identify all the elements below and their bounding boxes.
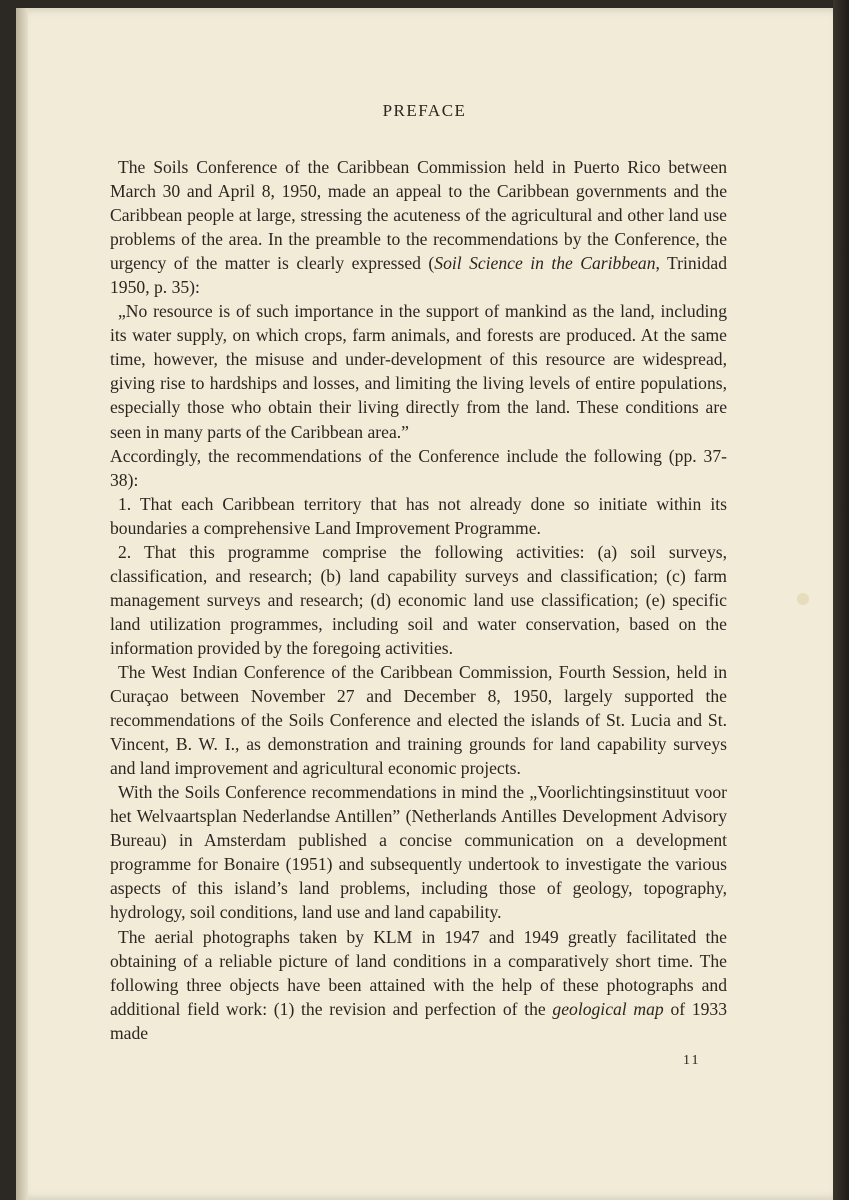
aerial-text-a: The aerial photographs taken by KLM in 1947 and 1949 greatly facilitated the obtaining of a reliable picture of land conditions in a comparatively short time. The following three objects have been attained with the help of these photographs and additional field work: (1) the revision and perfection of the <box>110 926 727 1019</box>
paper-spot <box>797 593 809 605</box>
paragraph-accordingly: Accordingly, the recommendations of the Conference include the following (pp. 37-38): <box>110 445 727 490</box>
recommendation-item-2: 2. That this programme comprise the following activities: (a) soil surveys, classification, and research; (b) land capability surveys and classification; (c) farm management surveys and research; (d) economic land use classification; (e) specific land utilization programmes, including soil and water conservation, based on the information provided by the foregoing activities. <box>110 541 727 658</box>
cited-title: Soil Science in the Caribbean <box>434 253 656 274</box>
scan-right-edge <box>833 0 849 1200</box>
recommendation-item-1: 1. That each Caribbean territory that has not already done so initiate within its boundaries a comprehensive Land Improvement Programme. <box>110 493 727 538</box>
page-number: 11 <box>683 1053 701 1068</box>
book-page <box>16 8 833 1200</box>
paragraph-intro <box>110 155 727 299</box>
intro-text-b: , Trinidad 1950, p. 35): <box>110 253 727 298</box>
paragraph-west-indian-conference: The West Indian Conference of the Caribbean Commission, Fourth Session, held in Curaçao between November 27 and December 8, 1950, largely supported the recommendations of the Soils Conference and elected the islands of St. Lucia and St. Vincent, B. W. I., as demonstration and training grounds for land capability surveys and land improvement and agricultural economic projects. <box>110 661 727 779</box>
paragraph-aerial-photographs <box>110 925 727 1045</box>
preface-body <box>110 155 727 1045</box>
page-gutter <box>16 8 28 1200</box>
aerial-text-b: of 1933 made <box>110 998 728 1043</box>
paragraph-soils-conference-recommendations: With the Soils Conference recommendations in mind the „Voorlichtingsinstituut voor het Welvaartsplan Nederlandse Antillen” (Netherlands Antilles Development Advisory Bureau) in Amsterdam published a concise communication on a development programme for Bonaire (1951) and subsequently undertook to investigate the various aspects of this island’s land problems, including those of geology, topography, hydrology, soil conditions, land use and land capability. <box>110 782 727 923</box>
page-title: PREFACE <box>382 101 467 120</box>
intro-text-a: The Soils Conference of the Caribbean Commission held in Puerto Rico between March 30 and April 8, 1950, made an appeal to the Caribbean governments and the Caribbean people at large, stressing the acuteness of the agricultural and other land use problems of the area. In the preamble to the recommendations by the Conference, the urgency of the matter is clearly expressed ( <box>110 157 727 274</box>
geological-map-term: geological map <box>552 998 664 1019</box>
paragraph-quote: „No resource is of such importance in the support of mankind as the land, including its water supply, on which crops, farm animals, and forests are produced. At the same time, however, the misuse and under-development of this resource are widespread, giving rise to hardships and losses, and limiting the living levels of entire populations, especially those who obtain their living directly from the land. These conditions are seen in many parts of the Caribbean area.” <box>110 301 727 442</box>
